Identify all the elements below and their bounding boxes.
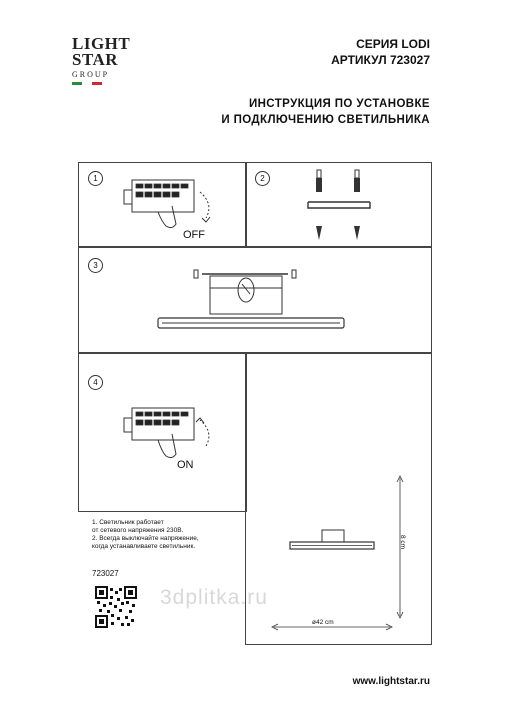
breaker-on-illustration <box>122 402 222 466</box>
step-number-3: 3 <box>88 258 103 273</box>
article-title: АРТИКУЛ 723027 <box>331 53 430 67</box>
watermark-text: 3dplitka.ru <box>160 586 268 609</box>
breaker-off-illustration <box>122 174 222 238</box>
step-number-4: 4 <box>88 375 103 390</box>
qr-code[interactable] <box>95 586 137 628</box>
logo-line3: GROUP <box>72 70 110 79</box>
instruction-heading <box>221 96 430 128</box>
off-label: OFF <box>183 229 205 241</box>
instruction-line1: ИНСТРУКЦИЯ ПО УСТАНОВКЕ <box>248 98 430 110</box>
installation-notes <box>92 519 240 551</box>
width-dimension: ø42 cm <box>312 619 334 626</box>
note-line1: 1. Светильник работает <box>92 519 164 526</box>
height-dimension: 8 cm <box>399 535 406 550</box>
note-line3: 2. Всегда выключайте напряжение, <box>92 535 199 542</box>
step-number-1: 1 <box>88 171 103 186</box>
fixture-mounting-illustration <box>150 266 360 338</box>
logo-line2: STAR <box>72 50 119 69</box>
dimensions-drawing <box>270 474 420 634</box>
mounting-bracket-illustration <box>300 168 380 244</box>
note-line4: когда устанавливаете светильник. <box>92 543 196 550</box>
website-link[interactable]: www.lightstar.ru <box>352 676 430 687</box>
series-title: СЕРИЯ LODI <box>356 37 430 51</box>
note-line2: от сетевого напряжения 230В. <box>92 527 184 534</box>
step-number-2: 2 <box>255 171 270 186</box>
article-code: 723027 <box>92 569 119 578</box>
instruction-line2: И ПОДКЛЮЧЕНИЮ СВЕТИЛЬНИКА <box>221 114 430 126</box>
on-label: ON <box>177 459 194 471</box>
logo-line1: LIGHT <box>72 34 131 53</box>
brand-logo <box>72 36 152 85</box>
italian-flag-icon <box>72 82 102 85</box>
